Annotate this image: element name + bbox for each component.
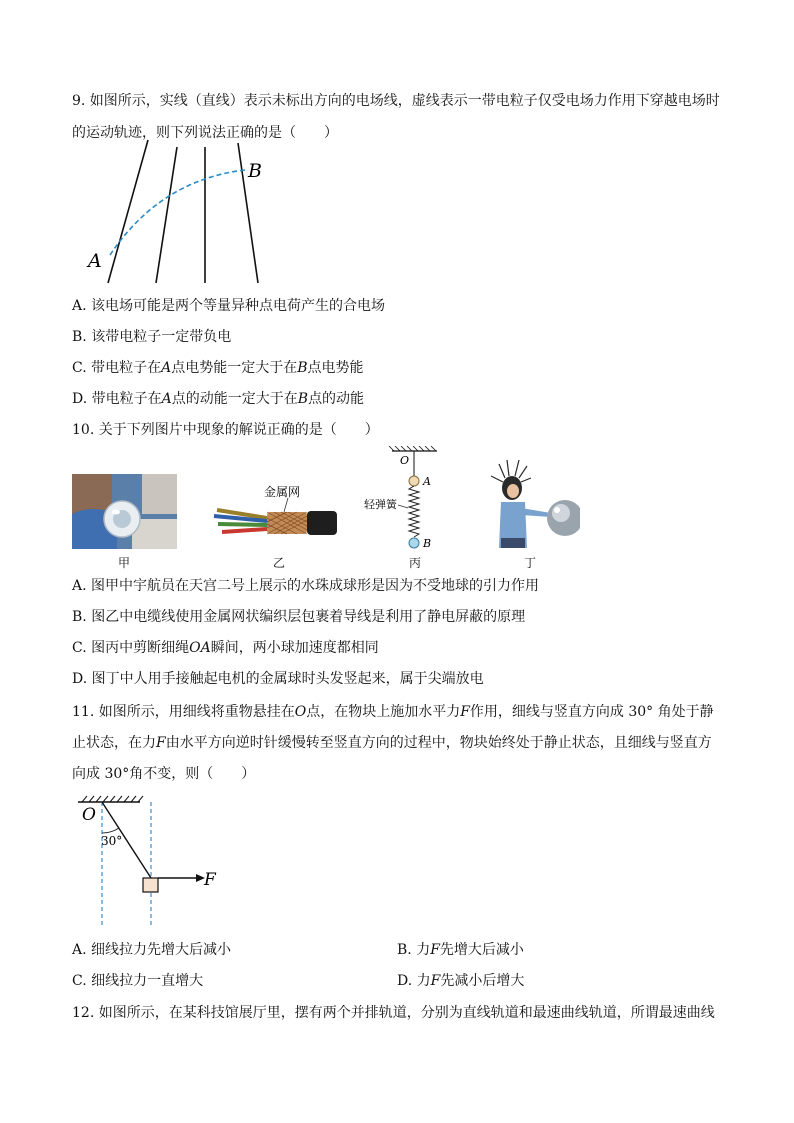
label-metal-mesh: 金属网 <box>264 485 301 499</box>
q10-option-c-text-2: 瞬间，两小球加速度都相同 <box>210 640 379 656</box>
q9-option-a[interactable]: A. 该电场可能是两个等量异种点电荷产生的合电场 <box>72 298 386 314</box>
q11-stem-2f: F <box>156 735 166 751</box>
q11-option-b[interactable] <box>397 941 524 959</box>
q11-option-a[interactable]: A. 细线拉力先增大后减小 <box>72 942 232 958</box>
q10-option-c-text-1: C. 图丙中剪断细绳 <box>72 640 190 656</box>
point-label-a: A <box>88 250 102 272</box>
q10-option-c[interactable] <box>72 639 379 657</box>
fig-label-o: O <box>82 805 96 825</box>
q11-stem-1a: 11. 如图所示，用细线将重物悬挂在 <box>72 704 295 720</box>
q9-stem-line-2: 的运动轨迹，则下列说法正确的是（ ） <box>72 125 338 141</box>
q9-option-c-point-b: B <box>297 360 308 376</box>
q9-option-d-text-1: D. 带电粒子在 <box>72 391 162 407</box>
q10-option-d[interactable]: D. 图丁中人用手接触起电机的金属球时头发竖起来，属于尖端放电 <box>72 671 484 687</box>
field-line-2 <box>156 147 177 283</box>
caption-bing: 丙 <box>409 556 422 570</box>
fig-label-angle: 30° <box>101 834 123 848</box>
fig-label-force: F <box>204 870 216 890</box>
label-ball-a: A <box>423 475 431 488</box>
q10-option-c-oa: OA <box>189 640 211 656</box>
q11-stem-o: O <box>294 704 307 720</box>
figure-bing-spring <box>362 446 442 551</box>
caption-jia: 甲 <box>118 556 131 570</box>
point-label-b: B <box>248 160 262 182</box>
q10-stem: 10. 关于下列图片中现象的解说正确的是（ ） <box>72 422 379 438</box>
q11-stem-f: F <box>460 704 470 720</box>
q11-option-b-text-1: B. 力 <box>397 942 431 958</box>
label-point-o: O <box>400 454 410 467</box>
label-light-spring: 轻弹簧 <box>364 498 397 511</box>
photo-jia-water-ball <box>72 474 177 549</box>
q9-stem-line-1: 9. 如图所示，实线（直线）表示未标出方向的电场线，虚线表示一带电粒子仅受电场力作用下穿越电场时 <box>72 93 720 109</box>
caption-yi: 乙 <box>273 556 286 570</box>
q9-option-d-point-a: A <box>161 391 172 407</box>
particle-trajectory <box>110 170 245 255</box>
q11-stem-line-3: 向成 30°角不变，则（ ） <box>72 766 256 782</box>
q9-option-c[interactable] <box>72 359 364 377</box>
q9-option-c-point-a: A <box>161 360 172 376</box>
q11-stem-1b: 点，在物块上施加水平力 <box>306 704 461 720</box>
q11-option-b-text-2: 先增大后减小 <box>439 942 524 958</box>
q11-force-figure <box>72 795 232 930</box>
figure-yi-cable <box>212 478 342 550</box>
label-ball-b: B <box>423 537 432 550</box>
q11-stem-line-1 <box>72 703 714 721</box>
q11-stem-2a: 止状态，在力 <box>72 735 156 751</box>
q9-option-c-text-2: 点电势能一定大于在 <box>171 360 298 376</box>
q11-option-d[interactable] <box>397 972 524 990</box>
q9-option-d-point-b: B <box>297 391 309 407</box>
q11-stem-line-2 <box>72 734 712 752</box>
q10-option-b[interactable]: B. 图乙中电缆线使用金属网状编织层包裹着导线是利用了静电屏蔽的原理 <box>72 609 526 625</box>
q11-option-c[interactable]: C. 细线拉力一直增大 <box>72 973 204 989</box>
q12-stem-line-1: 12. 如图所示，在某科技馆展厅里，摆有两个并排轨道，分别为直线轨道和最速曲线轨道，所谓最速曲线 <box>72 1005 715 1021</box>
q9-electric-field-figure <box>80 135 280 285</box>
q11-option-d-f: F <box>430 973 441 989</box>
q9-option-d-text-3: 点的动能 <box>308 391 365 407</box>
q10-option-a[interactable]: A. 图甲中宇航员在天宫二号上展示的水珠成球形是因为不受地球的引力作用 <box>72 578 540 594</box>
q11-option-d-text-1: D. 力 <box>397 973 431 989</box>
q11-option-d-text-2: 先减小后增大 <box>440 973 525 989</box>
q9-option-c-text-3: 点电势能 <box>307 360 364 376</box>
q9-option-b[interactable]: B. 该带电粒子一定带负电 <box>72 329 232 345</box>
photo-ding-static-hair <box>485 458 580 550</box>
field-line-1 <box>108 140 148 283</box>
q11-option-b-f: F <box>430 942 440 958</box>
caption-ding: 丁 <box>524 556 537 570</box>
q11-stem-1c: 作用，细线与竖直方向成 30° 角处于静 <box>469 704 714 720</box>
q9-option-d-text-2: 点的动能一定大于在 <box>171 391 298 407</box>
q9-option-d[interactable] <box>72 390 364 408</box>
q11-stem-2b: 由水平方向逆时针缓慢转至竖直方向的过程中，物块始终处于静止状态，且细线与竖直方 <box>165 735 712 751</box>
q9-option-c-text-1: C. 带电粒子在 <box>72 360 162 376</box>
